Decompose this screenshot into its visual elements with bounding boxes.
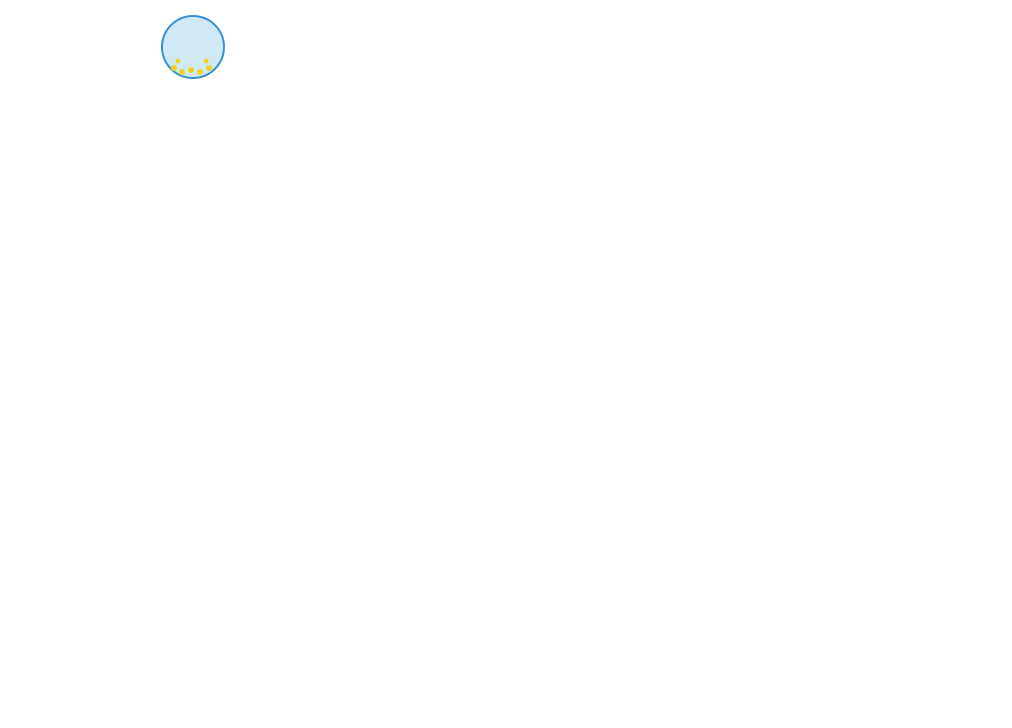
march-logo-icon [160,14,226,80]
